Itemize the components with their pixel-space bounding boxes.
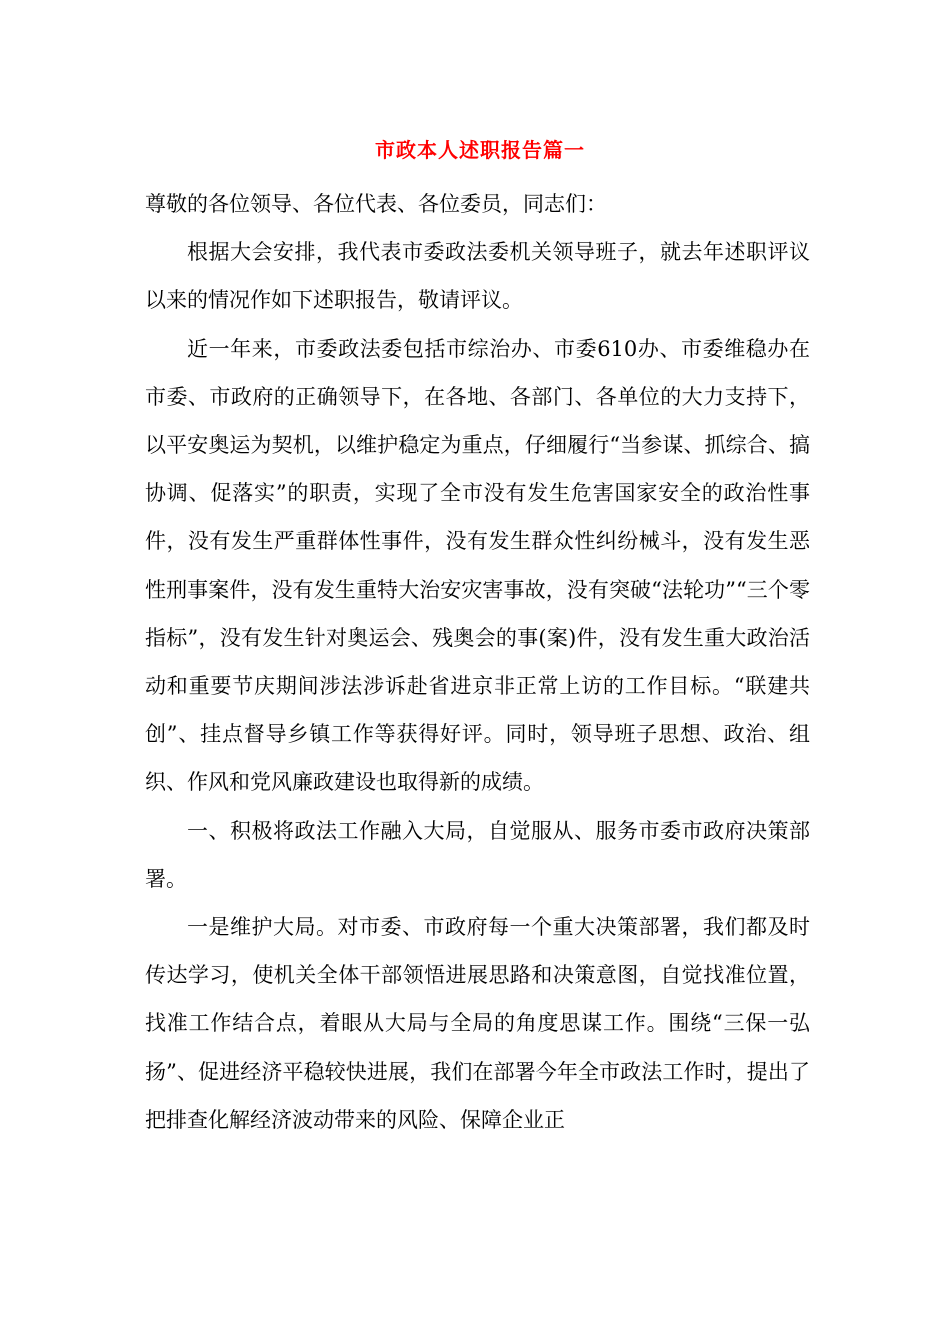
document-title: 市政本人述职报告篇一 bbox=[375, 138, 585, 162]
paragraph-section-heading: 一、积极将政法工作融入大局，自觉服从、服务市委市政府决策部署。 bbox=[145, 818, 810, 891]
paragraph-summary: 近一年来，市委政法委包括市综治办、市委610办、市委维稳办在市委、市政府的正确领导下，在各地、各部门、各单位的大力支持下，以平安奥运为契机，以维护稳定为重点，仔细履行“当参谋、抓综合、搞协调、促落实”的职责，实现了全市没有发生危害国家安全的政治性事件，没有发生严重群体性事件，没有发生群众性纠纷械斗，没有发生恶性刑事案件，没有发生重特大治安灾害事故，没有突破“法轮功”“三个零指标”，没有发生针对奥运会、残奥会的事(案)件，没有发生重大政治活动和重要节庆期间涉法涉诉赴省进京非正常上访的工作目标。“联建共创”、挂点督导乡镇工作等获得好评。同时，领导班子思想、政治、组织、作风和党风廉政建设也取得新的成绩。 bbox=[145, 336, 810, 795]
paragraph-maintain-overall: 一是维护大局。对市委、市政府每一个重大决策部署，我们都及时传达学习，使机关全体干部领悟进展思路和决策意图，自觉找准位置，找准工作结合点，着眼从大局与全局的角度思谋工作。围绕“三保一弘扬”、促进经济平稳较快进展，我们在部署今年全市政法工作时，提出了把排查化解经济波动带来的风险、保障企业正 bbox=[145, 915, 810, 1132]
salutation: 尊敬的各位领导、各位代表、各位委员，同志们： bbox=[145, 192, 607, 216]
paragraph-intro: 根据大会安排，我代表市委政法委机关领导班子，就去年述职评议以来的情况作如下述职报告，敬请评议。 bbox=[145, 240, 810, 313]
